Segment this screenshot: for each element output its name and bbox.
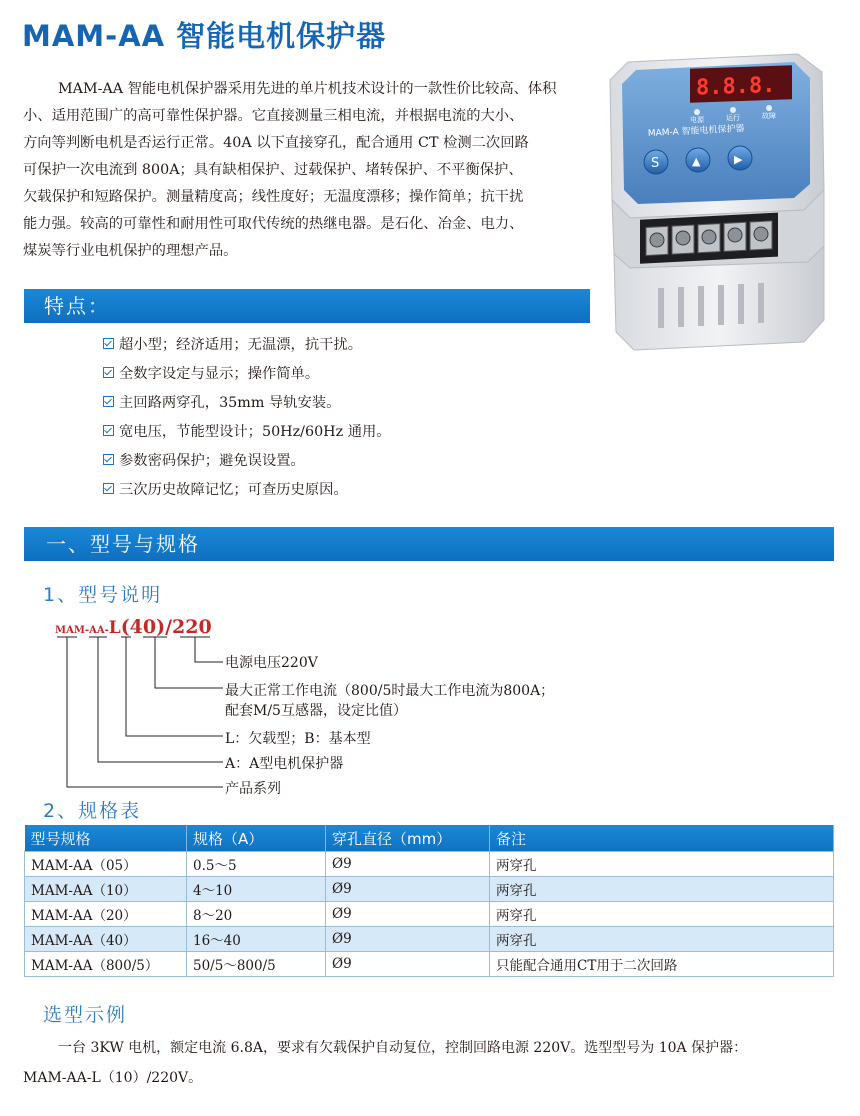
table-row	[25, 902, 834, 927]
key-up: ▲	[692, 155, 701, 168]
page-title: MAM-AA 智能电机保护器	[22, 19, 387, 53]
table-row	[25, 952, 834, 977]
features-heading: 特点：	[44, 294, 110, 318]
spec-table-heading: 2、规格表	[43, 800, 142, 822]
table-cell: 两穿孔	[490, 902, 834, 927]
intro-line: 欠载保护和短路保护。测量精度高；线性度好；无温度漂移；操作简单；抗干扰	[23, 189, 524, 205]
checkbox-icon	[103, 338, 114, 349]
column-header: 型号规格	[25, 825, 187, 852]
model-desc-line: L：欠载型；B：基本型	[225, 731, 371, 747]
model-code	[55, 616, 212, 638]
key-s: S	[651, 156, 660, 171]
leader-model	[98, 637, 223, 762]
checkbox-icon	[103, 396, 114, 407]
feature-item	[103, 416, 391, 445]
model-desc-line: 配套M/5互感器，设定比值）	[225, 703, 407, 719]
model-code-part: (40)/220	[120, 616, 212, 638]
leader-series	[67, 637, 223, 787]
example-heading: 选型示例	[43, 1004, 128, 1026]
spec-heading-bar	[24, 527, 834, 561]
table-row	[25, 877, 834, 902]
intro-paragraph	[23, 76, 603, 265]
features-heading-bar	[24, 289, 590, 323]
feature-text: 宽电压，节能型设计；50Hz/60Hz 通用。	[119, 423, 391, 440]
table-header-row	[25, 825, 834, 852]
column-header: 规格（A）	[187, 825, 326, 852]
model-desc-line: 电源电压220V	[225, 655, 318, 671]
model-desc-line: A：A型电机保护器	[225, 756, 344, 772]
feature-item	[103, 474, 391, 503]
device-led-label: 电源	[690, 116, 704, 124]
example-line: MAM-AA-L（10）/220V。	[23, 1070, 203, 1086]
table-cell: 两穿孔	[490, 852, 834, 877]
table-cell: Ø9	[326, 927, 490, 952]
model-desc-heading: 1、型号说明	[43, 584, 163, 606]
spec-table	[24, 825, 834, 977]
table-cell: MAM-AA（40）	[25, 927, 187, 952]
example-paragraph	[23, 1033, 835, 1093]
table-cell: Ø9	[326, 952, 490, 977]
checkbox-icon	[103, 425, 114, 436]
column-header: 穿孔直径（mm）	[326, 825, 490, 852]
table-cell: 两穿孔	[490, 927, 834, 952]
key-right: ▶	[734, 153, 743, 166]
checkbox-icon	[103, 367, 114, 378]
leader-voltage	[195, 637, 223, 662]
device-label: MAM-A 智能电机保护器	[647, 123, 745, 139]
table-row	[25, 927, 834, 952]
spec-section-heading: 一、型号与规格	[46, 532, 200, 556]
feature-text: 超小型；经济适用；无温漂，抗干扰。	[119, 336, 363, 353]
model-desc-line: 产品系列	[225, 781, 281, 797]
feature-text: 三次历史故障记忆；可查历史原因。	[119, 481, 348, 498]
features-list	[103, 329, 391, 503]
table-cell: 两穿孔	[490, 877, 834, 902]
model-desc-line: 最大正常工作电流（800/5时最大工作电流为800A；	[225, 683, 555, 699]
feature-item	[103, 387, 391, 416]
feature-item	[103, 445, 391, 474]
feature-item	[103, 329, 391, 358]
feature-item	[103, 358, 391, 387]
checkbox-icon	[103, 483, 114, 494]
svg-text:8.8.8.: 8.8.8.	[696, 72, 776, 101]
table-cell: 4～10	[187, 877, 326, 902]
table-cell: MAM-AA（05）	[25, 852, 187, 877]
intro-line: 方向等判断电机是否运行正常。40A 以下直接穿孔，配合通用 CT 检测二次回路	[23, 135, 529, 151]
table-row	[25, 852, 834, 877]
table-cell: 8～20	[187, 902, 326, 927]
model-code-part: L	[108, 618, 121, 638]
table-cell: MAM-AA（20）	[25, 902, 187, 927]
intro-line: 小、适用范围广的高可靠性保护器。它直接测量三相电流，并根据电流的大小、	[23, 108, 524, 124]
device-led-label: 运行	[726, 114, 740, 122]
display-digits	[696, 73, 775, 101]
feature-text: 主回路两穿孔，35mm 导轨安装。	[119, 394, 341, 411]
feature-text: 参数密码保护；避免误设置。	[119, 452, 305, 469]
feature-text: 全数字设定与显示；操作简单。	[119, 365, 320, 382]
table-cell: MAM-AA（10）	[25, 877, 187, 902]
column-header: 备注	[490, 825, 834, 852]
device-led-label: 故障	[762, 112, 776, 120]
table-cell: Ø9	[326, 852, 490, 877]
intro-line: 能力强。较高的可靠性和耐用性可取代传统的热继电器。是石化、冶金、电力、	[23, 216, 524, 232]
table-cell: Ø9	[326, 877, 490, 902]
model-code-part: MAM-	[55, 625, 90, 636]
table-cell: MAM-AA（800/5）	[25, 952, 187, 977]
table-cell: 只能配合通用CT用于二次回路	[490, 952, 834, 977]
table-cell: Ø9	[326, 902, 490, 927]
checkbox-icon	[103, 454, 114, 465]
model-code-part: AA-	[89, 625, 109, 636]
intro-line: 煤炭等行业电机保护的理想产品。	[23, 243, 238, 259]
example-line: 一台 3KW 电机，额定电流 6.8A，要求有欠载保护自动复位，控制回路电源 220V。选型型号为 10A 保护器：	[58, 1040, 748, 1056]
table-cell: 50/5～800/5	[187, 952, 326, 977]
table-cell: 0.5～5	[187, 852, 326, 877]
intro-line: MAM-AA 智能电机保护器采用先进的单片机技术设计的一款性价比较高、体积	[58, 81, 557, 97]
intro-line: 可保护一次电流到 800A；具有缺相保护、过载保护、堵转保护、不平衡保护、	[23, 162, 523, 178]
table-cell: 16～40	[187, 927, 326, 952]
product-device-image	[598, 50, 838, 360]
leader-type	[126, 637, 223, 736]
